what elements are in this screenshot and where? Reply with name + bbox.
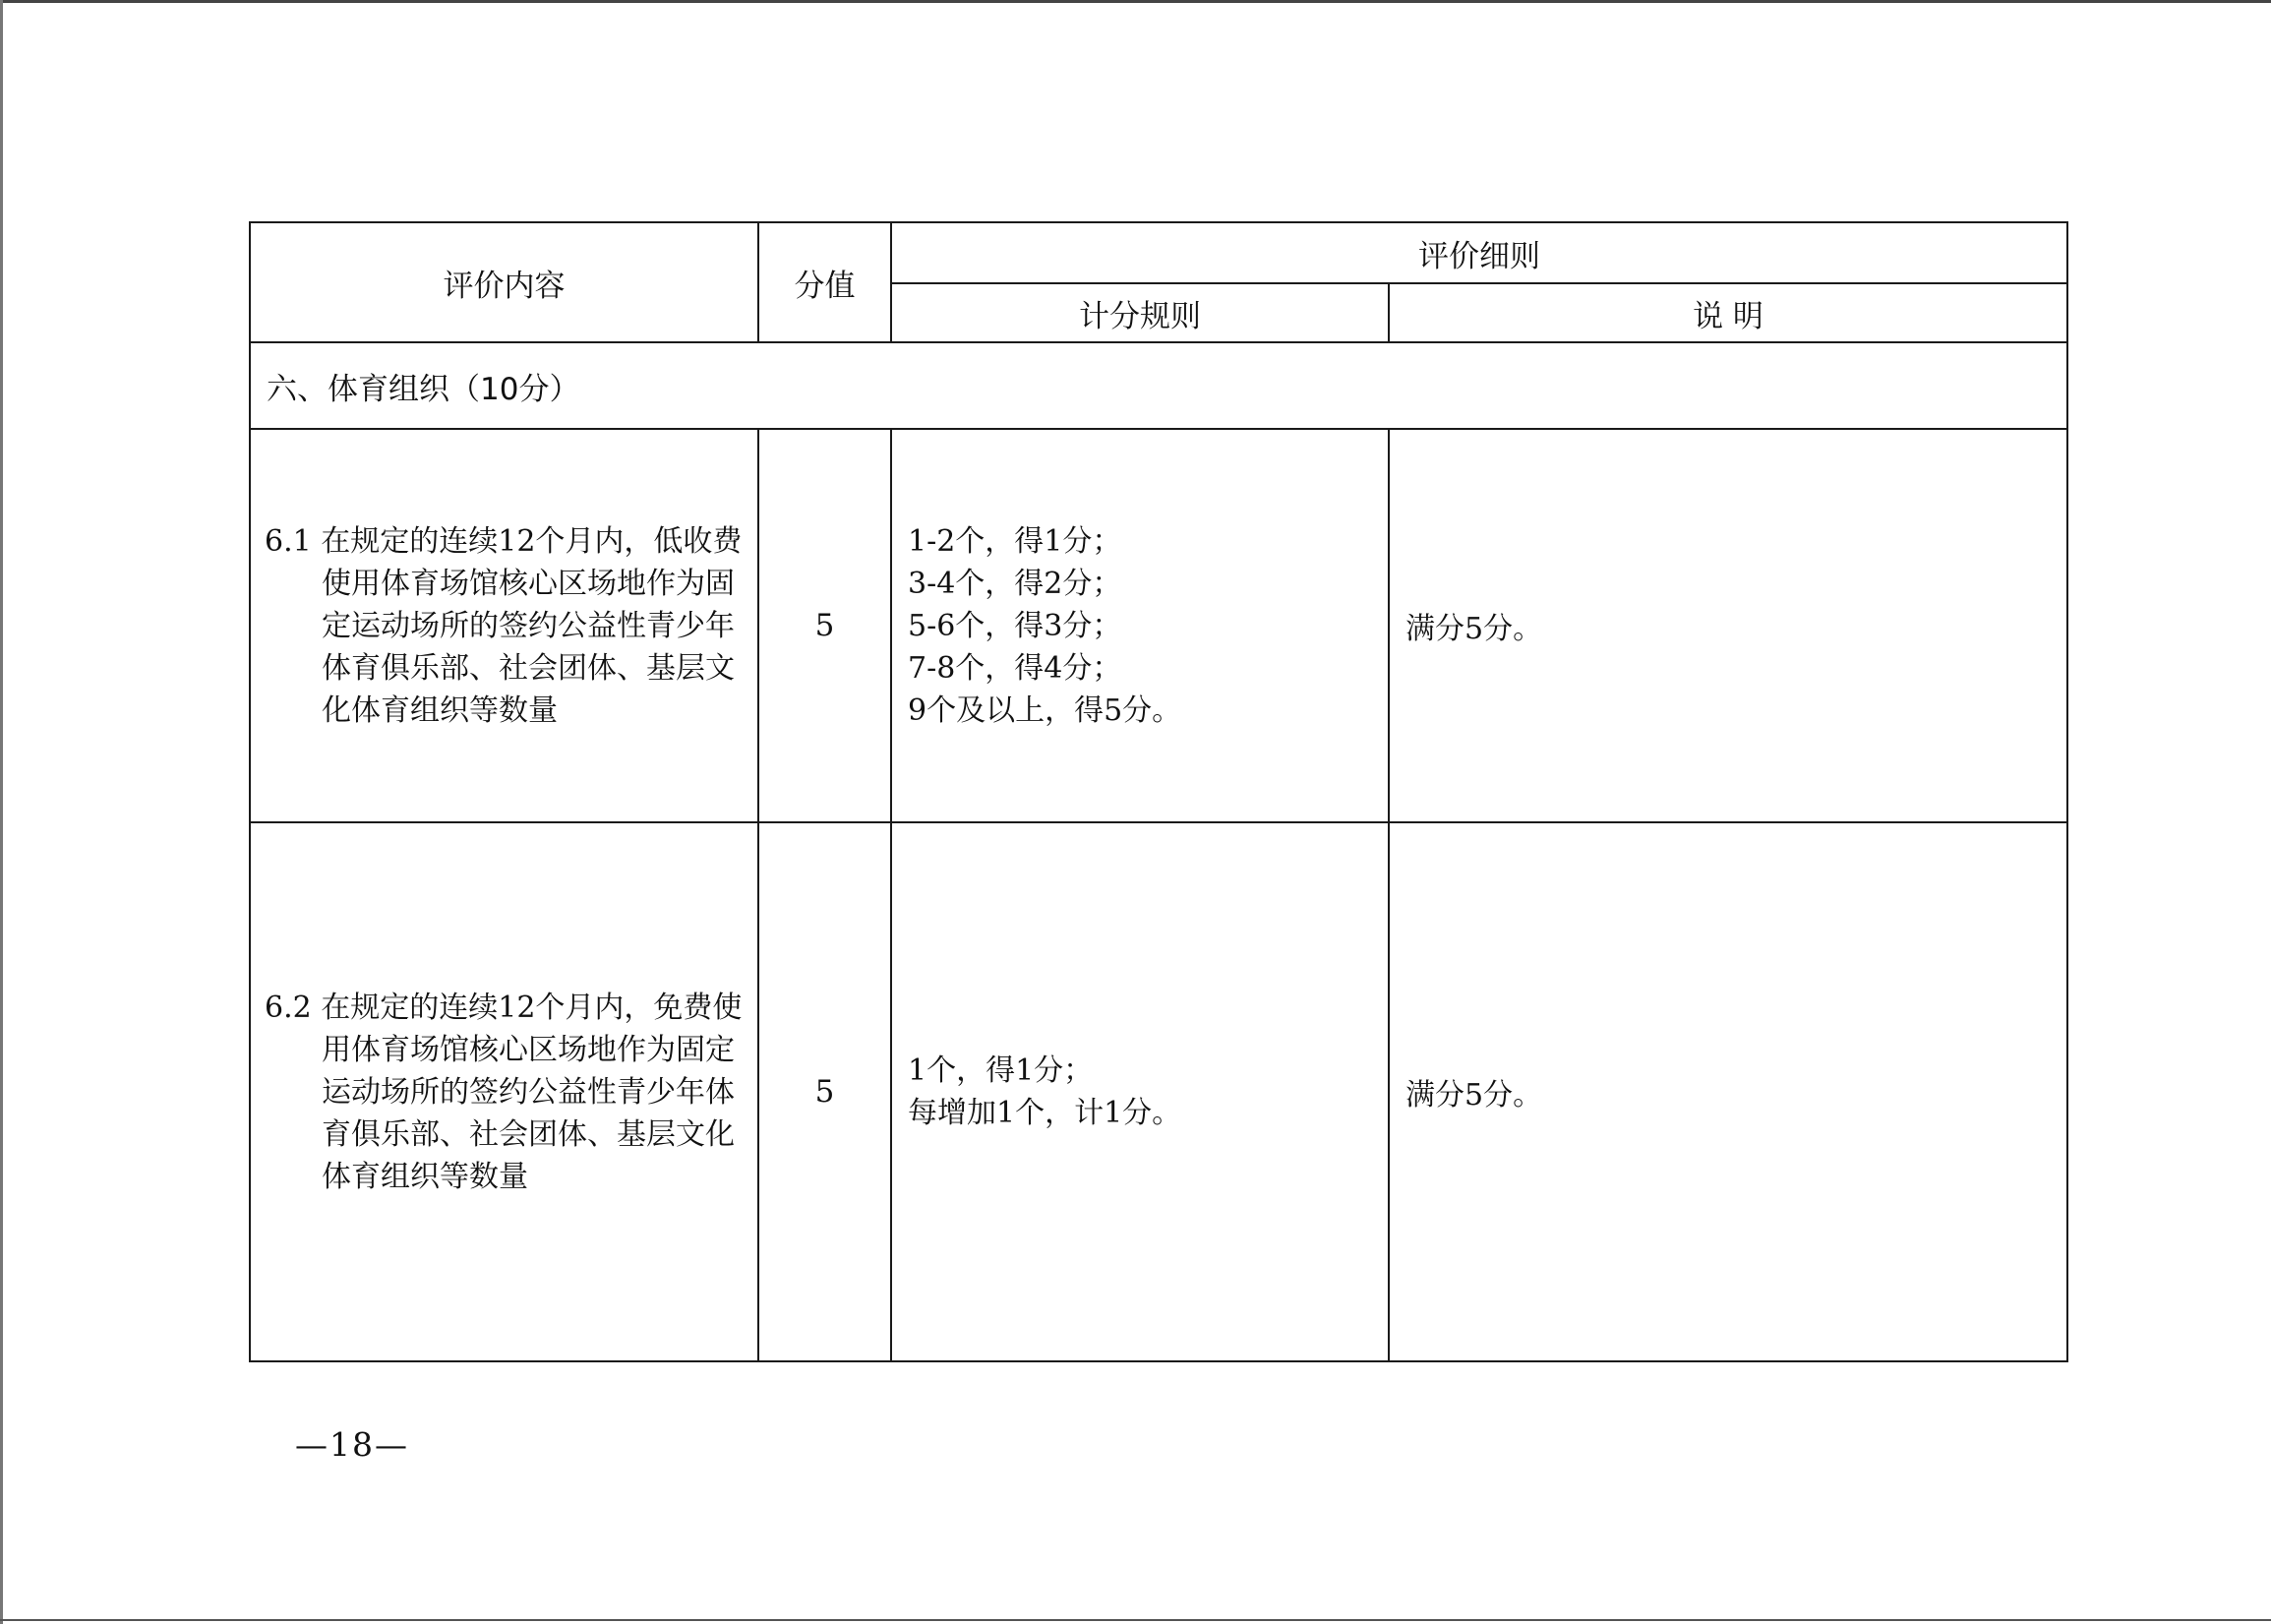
evaluation-table bbox=[249, 221, 2068, 1362]
section-row bbox=[250, 342, 2067, 429]
section-title: 六、体育组织（10分） bbox=[250, 342, 2067, 429]
rule-line: 3-4个，得2分； bbox=[908, 566, 1122, 601]
scan-edge-left bbox=[0, 0, 3, 1624]
header-rules: 计分规则 bbox=[891, 283, 1389, 342]
row-note: 满分5分。 bbox=[1389, 822, 2067, 1361]
row-score: 5 bbox=[758, 822, 891, 1361]
header-content: 评价内容 bbox=[250, 222, 758, 342]
row-rules-cell bbox=[891, 429, 1389, 822]
row-content: 6.1 在规定的连续12个月内，低收费使用体育场馆核心区场地作为固定运动场所的签约公益性青少年体育俱乐部、社会团体、基层文化体育组织等数量 bbox=[265, 523, 743, 728]
rule-line: 1个，得1分； bbox=[908, 1053, 1094, 1088]
header-detail: 评价细则 bbox=[891, 222, 2067, 283]
scan-edge-bottom bbox=[0, 1619, 2271, 1621]
rule-line: 9个及以上，得5分。 bbox=[908, 692, 1182, 728]
row-rules-cell bbox=[891, 822, 1389, 1361]
row-content-cell bbox=[250, 822, 758, 1361]
row-score: 5 bbox=[758, 429, 891, 822]
rule-line: 5-6个，得3分； bbox=[908, 608, 1122, 643]
rule-line: 7-8个，得4分； bbox=[908, 650, 1122, 686]
scan-edge-top bbox=[0, 0, 2271, 3]
page-number: —18— bbox=[295, 1425, 409, 1464]
row-note: 满分5分。 bbox=[1389, 429, 2067, 822]
rule-line: 每增加1个，计1分。 bbox=[908, 1096, 1182, 1130]
row-content: 6.2 在规定的连续12个月内，免费使用体育场馆核心区场地作为固定运动场所的签约公益性青少年体育俱乐部、社会团体、基层文化体育组织等数量 bbox=[265, 990, 743, 1194]
header-note: 说 明 bbox=[1389, 283, 2067, 342]
header-row-top bbox=[250, 222, 2067, 283]
table-row bbox=[250, 429, 2067, 822]
rule-line: 1-2个，得1分； bbox=[908, 523, 1122, 559]
header-score: 分值 bbox=[758, 222, 891, 342]
table-row bbox=[250, 822, 2067, 1361]
row-content-cell bbox=[250, 429, 758, 822]
